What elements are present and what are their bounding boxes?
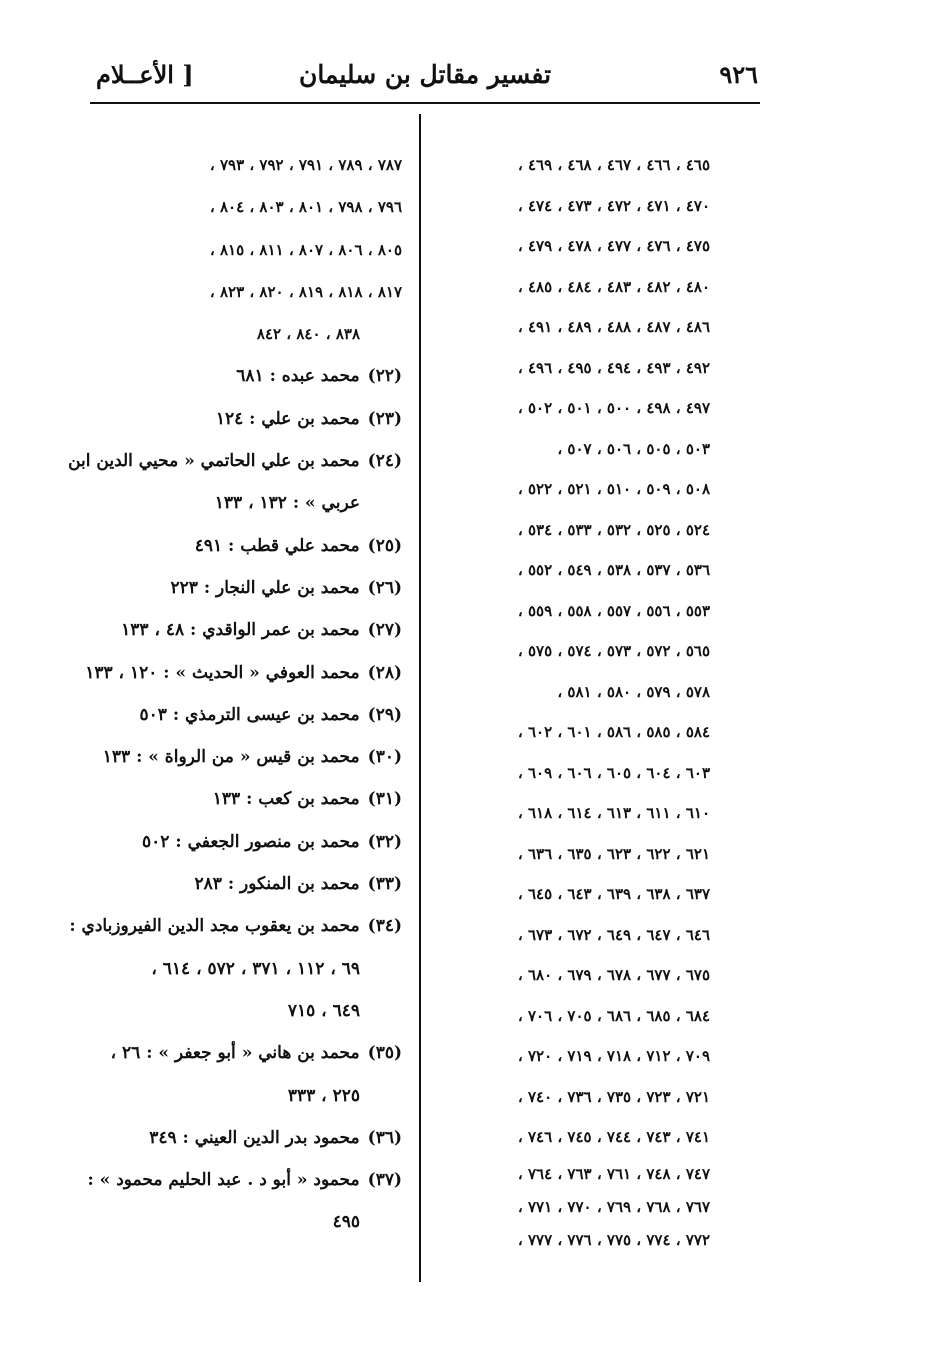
entry-first-line — [69, 905, 402, 947]
page-ref-line: ٥٧٨ ، ٥٧٩ ، ٥٨٠ ، ٥٨١ ، — [557, 682, 710, 701]
entry-number: (٢٤) — [367, 451, 402, 472]
book-title: تفسير مقاتل بن سليمان — [298, 60, 552, 89]
entry-number: (٣٥) — [367, 1043, 402, 1064]
entry-first-line — [92, 609, 402, 651]
index-entry — [68, 440, 402, 525]
entry-number: (٣٦) — [367, 1127, 402, 1148]
entry-first-line — [92, 567, 402, 609]
page-ref-line: ٦٠٣ ، ٦٠٤ ، ٦٠٥ ، ٦٠٦ ، ٦٠٩ ، — [517, 763, 710, 782]
page-ref-line: ٨٣٨ ، ٨٤٠ ، ٨٤٢ — [256, 325, 360, 344]
index-entry — [92, 821, 402, 863]
index-entry — [92, 609, 402, 651]
page-ref-line: ٤٩٧ ، ٤٩٨ ، ٥٠٠ ، ٥٠١ ، ٥٠٢ ، — [517, 399, 710, 417]
page-ref-line: ٥٠٣ ، ٥٠٥ ، ٥٠٦ ، ٥٠٧ ، — [557, 439, 710, 458]
index-entry — [92, 525, 402, 567]
page-header — [90, 52, 760, 102]
index-entry — [92, 778, 402, 820]
entry-text: ٦٩ ، ١١٢ ، ٣٧١ ، ٥٧٢ ، ٦١٤ ، — [151, 958, 360, 979]
entry-text: محمد بن يعقوب مجد الدين الفيروزبادي : — [69, 916, 360, 937]
entry-number: (٣٢) — [367, 831, 402, 852]
page-ref-line: ٥٥٣ ، ٥٥٦ ، ٥٥٧ ، ٥٥٨ ، ٥٥٩ ، — [517, 601, 710, 620]
entry-text: ٦٤٩ ، ٧١٥ — [287, 1000, 360, 1021]
entry-number: (٣٧) — [367, 1170, 402, 1191]
entry-text: محمد علي قطب : ٤٩١ — [194, 535, 360, 556]
entry-first-line — [92, 821, 402, 863]
entry-number: (٣٣) — [367, 874, 402, 895]
entry-text: محمد بن المنكور : ٢٨٣ — [194, 874, 360, 895]
entry-text: ٤٩٥ — [332, 1212, 360, 1233]
entry-first-line — [92, 1032, 402, 1074]
entry-number: (٣١) — [367, 789, 402, 810]
entry-text: محمد بن عيسى الترمذي : ٥٠٣ — [139, 704, 360, 725]
entry-number: (٢٦) — [367, 577, 402, 598]
entry-number: (٣٤) — [367, 916, 402, 937]
entry-text: محمد بن عمر الواقدي : ٤٨ ، ١٣٣ — [121, 620, 360, 641]
page-ref-line: ٨٠٥ ، ٨٠٦ ، ٨٠٧ ، ٨١١ ، ٨١٥ ، — [209, 240, 402, 259]
entry-first-line — [85, 652, 402, 694]
entry-text: محمد بن هاني « أبو جعفر » : ٢٦ ، — [110, 1043, 360, 1064]
page-ref-line: ٦٢١ ، ٦٢٢ ، ٦٢٣ ، ٦٣٥ ، ٦٣٦ ، — [517, 844, 710, 863]
entry-text: محمد بن منصور الجعفي : ٥٠٢ — [142, 831, 360, 852]
entry-first-line — [92, 398, 402, 440]
page-ref-line: ٤٨٠ ، ٤٨٢ ، ٤٨٣ ، ٤٨٤ ، ٤٨٥ ، — [517, 277, 710, 296]
entry-number: (٢٨) — [367, 662, 402, 683]
page-ref-line: ٥٠٨ ، ٥٠٩ ، ٥١٠ ، ٥٢١ ، ٥٢٢ ، — [517, 480, 710, 498]
header-rule — [90, 102, 760, 104]
index-entry — [92, 736, 402, 778]
page-ref-line: ٦٤٦ ، ٦٤٧ ، ٦٤٩ ، ٦٧٢ ، ٦٧٣ ، — [517, 925, 710, 944]
index-entry — [92, 398, 402, 440]
entry-first-line — [92, 525, 402, 567]
entry-text: محمد بن كعب : ١٣٣ — [212, 789, 360, 810]
page-ref-line: ٤٦٥ ، ٤٦٦ ، ٤٦٧ ، ٤٦٨ ، ٤٦٩ ، — [517, 156, 710, 174]
entry-number: (٣٠) — [367, 747, 402, 768]
page-ref-line: ٤٧٠ ، ٤٧١ ، ٤٧٢ ، ٤٧٣ ، ٤٧٤ ، — [517, 196, 710, 215]
entry-first-line — [92, 1117, 402, 1159]
page-ref-line: ٧٧٢ ، ٧٧٤ ، ٧٧٥ ، ٧٧٦ ، ٧٧٧ ، — [517, 1230, 710, 1249]
index-entry — [92, 567, 402, 609]
page-ref-line: ٥٨٤ ، ٥٨٥ ، ٥٨٦ ، ٦٠١ ، ٦٠٢ ، — [517, 723, 710, 741]
entry-first-line — [92, 736, 402, 778]
entry-text: محمد بن علي : ١٢٤ — [215, 408, 360, 429]
entry-text: محمود بدر الدين العيني : ٣٤٩ — [149, 1127, 360, 1148]
entry-continuation-line — [92, 1075, 402, 1117]
page-number: ٩٢٦ — [719, 60, 758, 89]
page-ref-line: ٧٠٩ ، ٧١٢ ، ٧١٨ ، ٧١٩ ، ٧٢٠ ، — [517, 1047, 710, 1065]
entry-text: عربي » : ١٣٢ ، ١٣٣ — [214, 493, 360, 514]
entry-text: محمود « أبو د . عبد الحليم محمود » : — [87, 1170, 360, 1191]
entry-first-line — [87, 1159, 402, 1201]
entry-continuation-line — [92, 990, 402, 1032]
page-ref-line: ٨١٧ ، ٨١٨ ، ٨١٩ ، ٨٢٠ ، ٨٢٣ ، — [209, 282, 402, 301]
entry-first-line — [92, 355, 402, 397]
page-ref-line: ٧٤١ ، ٧٤٣ ، ٧٤٤ ، ٧٤٥ ، ٧٤٦ ، — [517, 1128, 710, 1146]
page-ref-line: ٤٧٥ ، ٤٧٦ ، ٤٧٧ ، ٤٧٨ ، ٤٧٩ ، — [517, 237, 710, 255]
entry-first-line — [92, 694, 402, 736]
entry-text: محمد بن علي الحاتمي « محيي الدين ابن — [68, 451, 360, 472]
page-ref-line: ٧٩٦ ، ٧٩٨ ، ٨٠١ ، ٨٠٣ ، ٨٠٤ ، — [209, 198, 402, 217]
page-ref-line: ٦١٠ ، ٦١١ ، ٦١٣ ، ٦١٤ ، ٦١٨ ، — [517, 804, 710, 822]
section-title: [ الأعــلام — [96, 60, 194, 89]
page-ref-line: ٧٢١ ، ٧٢٣ ، ٧٣٥ ، ٧٣٦ ، ٧٤٠ ، — [517, 1087, 710, 1106]
index-entry — [92, 1032, 402, 1117]
index-entry — [92, 1117, 402, 1159]
entries-list — [68, 355, 402, 1243]
entry-continuation-line — [92, 482, 402, 524]
page-ref-line: ٤٩٢ ، ٤٩٣ ، ٤٩٤ ، ٤٩٥ ، ٤٩٦ ، — [517, 358, 710, 377]
page-ref-line: ٥٢٤ ، ٥٢٥ ، ٥٣٢ ، ٥٣٣ ، ٥٣٤ ، — [517, 520, 710, 539]
page-ref-line: ٧٨٧ ، ٧٨٩ ، ٧٩١ ، ٧٩٢ ، ٧٩٣ ، — [209, 156, 402, 174]
entry-text: ٢٢٥ ، ٣٣٣ — [287, 1085, 360, 1106]
right-column — [438, 145, 710, 1257]
page-ref-line: ٦٨٤ ، ٦٨٥ ، ٦٨٦ ، ٧٠٥ ، ٧٠٦ ، — [517, 1006, 710, 1025]
entry-first-line — [92, 778, 402, 820]
entry-number: (٢٥) — [367, 535, 402, 556]
entry-text: محمد العوفي « الحديث » : ١٢٠ ، ١٣٣ — [85, 662, 360, 683]
page-ref-line: ٤٨٦ ، ٤٨٧ ، ٤٨٨ ، ٤٨٩ ، ٤٩١ ، — [517, 318, 710, 336]
index-entry — [92, 355, 402, 397]
page-ref-line: ٧٤٧ ، ٧٤٨ ، ٧٦١ ، ٧٦٣ ، ٧٦٤ ، — [517, 1164, 710, 1183]
entry-first-line — [68, 440, 402, 482]
index-entry — [87, 1159, 402, 1244]
entry-continuation-line — [92, 948, 402, 990]
continuation-block — [92, 144, 402, 355]
index-entry — [69, 905, 402, 1032]
entry-number: (٢٧) — [367, 620, 402, 641]
entry-number: (٢٢) — [367, 366, 402, 387]
page-ref-line: ٦٧٥ ، ٦٧٧ ، ٦٧٨ ، ٦٧٩ ، ٦٨٠ ، — [517, 966, 710, 984]
entry-number: (٢٩) — [367, 704, 402, 725]
entry-number: (٢٣) — [367, 408, 402, 429]
index-entry — [85, 652, 402, 694]
index-entry — [92, 863, 402, 905]
entry-continuation-line — [92, 1201, 402, 1243]
entry-text: محمد عبده : ٦٨١ — [236, 366, 360, 387]
page-ref-line: ٧٦٧ ، ٧٦٨ ، ٧٦٩ ، ٧٧٠ ، ٧٧١ ، — [517, 1197, 710, 1216]
entry-text: محمد بن علي النجار : ٢٢٣ — [170, 577, 360, 598]
page-ref-line: ٥٦٥ ، ٥٧٢ ، ٥٧٣ ، ٥٧٤ ، ٥٧٥ ، — [517, 642, 710, 660]
page-ref-line: ٦٣٧ ، ٦٣٨ ، ٦٣٩ ، ٦٤٣ ، ٦٤٥ ، — [517, 885, 710, 903]
entry-first-line — [92, 863, 402, 905]
page-ref-line: ٥٣٦ ، ٥٣٧ ، ٥٣٨ ، ٥٤٩ ، ٥٥٢ ، — [517, 561, 710, 579]
column-divider — [419, 114, 421, 1282]
entry-text: محمد بن قيس « من الرواة » : ١٣٣ — [102, 747, 360, 768]
left-column — [68, 144, 402, 1244]
index-entry — [92, 694, 402, 736]
